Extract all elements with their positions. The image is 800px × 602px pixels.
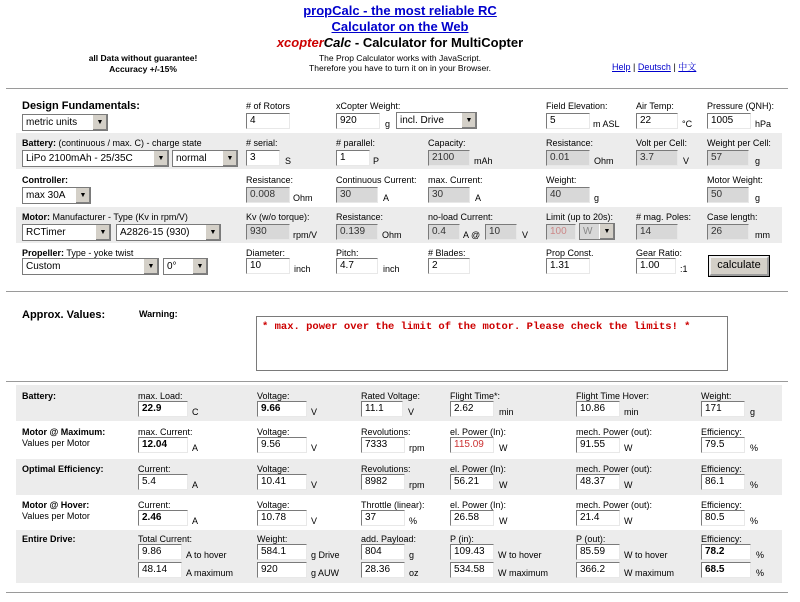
kv-unit: rpm/V (293, 230, 318, 240)
motor-weight-label: Motor Weight: (707, 175, 763, 185)
motor-max-eff-label: Efficiency: (701, 427, 742, 437)
propcalc-link-line2[interactable]: Calculator on the Web (331, 19, 469, 34)
motor-max-eff-unit: % (750, 443, 759, 453)
optimal-current-label: Current: (138, 464, 171, 474)
optimal-voltage-unit: V (311, 480, 318, 490)
optimal-pout-unit: W (624, 480, 633, 490)
controller-label: Controller: (22, 175, 68, 185)
noload-voltage-input[interactable]: 10 (485, 224, 517, 240)
battery-voltage-label: Voltage: (257, 391, 290, 401)
controller-weight-input[interactable]: 40 (546, 187, 590, 203)
rated-voltage-unit: V (408, 407, 415, 417)
elevation-input[interactable]: 5 (546, 113, 590, 129)
app-title (240, 35, 560, 50)
motor-max-current-value: 12.04 (138, 437, 188, 453)
motor-max-current-label: max. Current: (138, 427, 193, 437)
serial-label: # serial: (246, 138, 278, 148)
hover-pout-unit: W (624, 516, 633, 526)
blades-label: # Blades: (428, 248, 466, 258)
airtemp-label: Air Temp: (636, 101, 674, 111)
battery-weight-label: Weight: (701, 391, 732, 401)
yoke-twist-select[interactable]: 0° ▼ (163, 258, 208, 275)
volt-per-cell-input[interactable]: 3.7 (636, 150, 678, 166)
motor-max-eff-value: 79.5 (701, 437, 745, 453)
payload-oz-unit: oz (409, 568, 419, 578)
optimal-pout-label: mech. Power (out): (576, 464, 653, 474)
auw-weight-unit: g AUW (311, 568, 340, 578)
drive-pin-hover-unit: W to hover (498, 550, 542, 560)
language-links (612, 60, 696, 73)
js-notice (240, 53, 560, 73)
flight-time-unit: min (499, 407, 514, 417)
drive-eff-max-value: 68.5 (701, 562, 751, 578)
optimal-current-unit: A (192, 480, 199, 490)
drive-eff-hover-unit: % (756, 550, 765, 560)
weight-label: xCopter Weight: (336, 101, 401, 111)
motor-resistance-unit: Ohm (382, 230, 402, 240)
kv-label: Kv (w/o torque): (246, 212, 310, 222)
battery-type-select[interactable]: LiPo 2100mAh - 25/35C ▼ (22, 150, 169, 167)
diameter-input[interactable]: 10 (246, 258, 290, 274)
motor-max-sublabel: Values per Motor (22, 438, 90, 448)
continuous-current-input[interactable]: 30 (336, 187, 378, 203)
warning-textarea[interactable]: * max. power over the limit of the motor. Please check the limits! * (256, 316, 728, 371)
propeller-label: Propeller: Type - yoke twist (22, 248, 134, 258)
warning-label: Warning: (139, 309, 178, 319)
serial-input[interactable]: 3 (246, 150, 280, 166)
battery-resistance-unit: Ohm (594, 156, 614, 166)
case-length-unit: mm (755, 230, 770, 240)
parallel-label: # parallel: (336, 138, 376, 148)
serial-unit: S (285, 156, 292, 166)
controller-resistance-input[interactable]: 0.008 (246, 187, 290, 203)
chevron-down-icon: ▼ (153, 151, 168, 166)
optimal-rev-value: 8982 (361, 474, 405, 490)
elevation-label: Field Elevation: (546, 101, 608, 111)
hover-eff-value: 80.5 (701, 510, 745, 526)
auw-weight-value: 920 (257, 562, 307, 578)
max-current-unit: A (475, 193, 482, 203)
parallel-input[interactable]: 1 (336, 150, 370, 166)
chevron-down-icon: ▼ (599, 224, 614, 239)
drive-pin-max-unit: W maximum (498, 568, 548, 578)
gear-ratio-label: Gear Ratio: (636, 248, 683, 258)
battery-voltage-value: 9.66 (257, 401, 307, 417)
header-title-block (240, 3, 560, 73)
capacity-input[interactable]: 2100 (428, 150, 470, 166)
throttle-unit: % (409, 516, 418, 526)
help-link[interactable]: Help (612, 62, 631, 72)
motor-max-pin-unit: W (499, 443, 508, 453)
max-load-value: 22.9 (138, 401, 188, 417)
capacity-label: Capacity: (428, 138, 466, 148)
flight-time-hover-label: Flight Time Hover: (576, 391, 650, 401)
drive-pout-hover-unit: W to hover (624, 550, 668, 560)
chevron-down-icon: ▼ (461, 113, 476, 128)
max-load-unit: C (192, 407, 199, 417)
drive-pin-max-value: 534.58 (450, 562, 494, 578)
controller-select[interactable]: max 30A ▼ (22, 187, 91, 204)
pressure-input[interactable]: 1005 (707, 113, 751, 129)
divider (6, 291, 788, 292)
drive-weight-value: 584.1 (257, 544, 307, 560)
drive-pout-max-value: 366.2 (576, 562, 620, 578)
hover-current-label: Current: (138, 500, 171, 510)
battery-label: Battery: (continuous / max. C) - charge state (22, 138, 202, 148)
elevation-unit: m ASL (593, 119, 620, 129)
drive-weight-label: Weight: (257, 534, 288, 544)
hover-voltage-unit: V (311, 516, 318, 526)
airtemp-unit: °C (682, 119, 693, 129)
drive-eff-hover-value: 78.2 (701, 544, 751, 560)
rotors-label: # of Rotors (246, 101, 291, 111)
drive-pout-label: P (out): (576, 534, 606, 544)
payload-g-unit: g (409, 550, 415, 560)
drive-eff-label: Efficiency: (701, 534, 742, 544)
total-current-max-value: 48.14 (138, 562, 182, 578)
chevron-down-icon: ▼ (143, 259, 158, 274)
hover-current-unit: A (192, 516, 199, 526)
volt-per-cell-unit: V (683, 156, 690, 166)
hover-pout-value: 21.4 (576, 510, 620, 526)
limit-unit-select[interactable]: W ▼ (579, 223, 615, 240)
motor-max-pout-value: 91.55 (576, 437, 620, 453)
charge-state-select[interactable]: normal ▼ (172, 150, 238, 167)
volt-per-cell-label: Volt per Cell: (636, 138, 688, 148)
motor-max-rev-unit: rpm (409, 443, 425, 453)
js-notice-line2: Therefore you have to turn it on in your Browser. (309, 63, 491, 73)
prop-const-input[interactable]: 1.31 (546, 258, 590, 274)
throttle-label: Throttle (linear): (361, 500, 425, 510)
drive-label: Entire Drive: (22, 534, 76, 544)
chinese-link[interactable]: 中文 (678, 62, 697, 72)
disclaimer-line2: Accuracy +/-15% (109, 64, 177, 74)
motor-weight-input[interactable]: 50 (707, 187, 749, 203)
total-current-hover-value: 9.86 (138, 544, 182, 560)
continuous-current-label: Continuous Current: (336, 175, 417, 185)
drive-pout-max-unit: W maximum (624, 568, 674, 578)
divider (6, 88, 788, 89)
motor-resistance-label: Resistance: (336, 212, 384, 222)
drive-pin-label: P (in): (450, 534, 474, 544)
noload-label: no-load Current: (428, 212, 494, 222)
pressure-label: Pressure (QNH): (707, 101, 775, 111)
weight-per-cell-label: Weight per Cell: (707, 138, 771, 148)
gear-ratio-unit: :1 (680, 264, 688, 274)
units-select[interactable]: metric units ▼ (22, 114, 108, 131)
chevron-down-icon: ▼ (205, 225, 220, 240)
drive-pout-hover-value: 85.59 (576, 544, 620, 560)
hover-sublabel: Values per Motor (22, 511, 90, 521)
motor-label: Motor: Manufacturer - Type (Kv in rpm/V) (22, 212, 188, 222)
payload-g-value: 804 (361, 544, 405, 560)
drive-weight-unit: g Drive (311, 550, 340, 560)
controller-weight-unit: g (594, 193, 600, 203)
pitch-input[interactable]: 4.7 (336, 258, 378, 274)
hover-eff-unit: % (750, 516, 759, 526)
divider (6, 592, 788, 593)
chevron-down-icon: ▼ (222, 151, 237, 166)
motor-manufacturer-select[interactable]: RCTimer ▼ (22, 224, 111, 241)
app-subtitle: - Calculator for MultiCopter (351, 35, 524, 50)
pressure-unit: hPa (755, 119, 772, 129)
hover-eff-label: Efficiency: (701, 500, 742, 510)
motor-resistance-input[interactable]: 0.139 (336, 224, 378, 240)
max-current-input[interactable]: 30 (428, 187, 470, 203)
flight-time-hover-unit: min (624, 407, 639, 417)
noload-current-unit: A @ (463, 230, 481, 240)
optimal-voltage-label: Voltage: (257, 464, 290, 474)
flight-time-hover-value: 10.86 (576, 401, 620, 417)
controller-resistance-label: Resistance: (246, 175, 294, 185)
calculate-button[interactable]: calculate (709, 256, 769, 276)
divider (6, 381, 788, 382)
optimal-voltage-value: 10.41 (257, 474, 307, 490)
motor-max-pout-unit: W (624, 443, 633, 453)
result-battery-label: Battery: (22, 391, 57, 401)
chevron-down-icon: ▼ (92, 115, 107, 130)
optimal-pin-label: el. Power (In): (450, 464, 507, 474)
hover-current-value: 2.46 (138, 510, 188, 526)
hover-pout-label: mech. Power (out): (576, 500, 653, 510)
prop-const-label: Prop Const. (546, 248, 594, 258)
hover-pin-value: 26.58 (450, 510, 494, 526)
payload-oz-value: 28.36 (361, 562, 405, 578)
propeller-type-select[interactable]: Custom ▼ (22, 258, 159, 275)
optimal-current-value: 5.4 (138, 474, 188, 490)
total-current-label: Total Current: (138, 534, 193, 544)
flight-time-label: Flight Time*: (450, 391, 501, 401)
poles-input[interactable]: 14 (636, 224, 678, 240)
chevron-down-icon: ▼ (75, 188, 90, 203)
limit-label: Limit (up to 20s): (546, 212, 614, 222)
blades-input[interactable]: 2 (428, 258, 470, 274)
kv-input[interactable]: 930 (246, 224, 290, 240)
optimal-eff-unit: % (750, 480, 759, 490)
weight-per-cell-unit: g (755, 156, 761, 166)
propcalc-link[interactable]: propCalc - the most reliable RC (303, 3, 497, 18)
payload-label: add. Payload: (361, 534, 417, 544)
total-current-max-unit: A maximum (186, 568, 234, 578)
approx-title: Approx. Values: (22, 309, 106, 321)
motor-max-voltage-label: Voltage: (257, 427, 290, 437)
optimal-rev-unit: rpm (409, 480, 425, 490)
airtemp-input[interactable]: 22 (636, 113, 678, 129)
flight-time-value: 2.62 (450, 401, 494, 417)
chevron-down-icon: ▼ (192, 259, 207, 274)
capacity-unit: mAh (474, 156, 493, 166)
optimal-pin-value: 56.21 (450, 474, 494, 490)
motor-type-select[interactable]: A2826-15 (930) ▼ (116, 224, 221, 241)
controller-resistance-unit: Ohm (293, 193, 313, 203)
battery-weight-unit: g (750, 407, 756, 417)
hover-label: Motor @ Hover: (22, 500, 90, 510)
js-notice-line1: The Prop Calculator works with JavaScript. (318, 53, 482, 63)
chevron-down-icon: ▼ (95, 225, 110, 240)
link-separator: | (673, 62, 676, 72)
case-length-label: Case length: (707, 212, 758, 222)
motor-max-current-unit: A (192, 443, 199, 453)
drive-pin-hover-value: 109.43 (450, 544, 494, 560)
pitch-unit: inch (383, 264, 400, 274)
optimal-rev-label: Revolutions: (361, 464, 411, 474)
pitch-label: Pitch: (336, 248, 359, 258)
link-separator: | (633, 62, 636, 72)
hover-voltage-label: Voltage: (257, 500, 290, 510)
optimal-eff-label: Efficiency: (701, 464, 742, 474)
weight-per-cell-input[interactable]: 57 (707, 150, 749, 166)
throttle-value: 37 (361, 510, 405, 526)
diameter-label: Diameter: (246, 248, 286, 258)
motor-max-label: Motor @ Maximum: (22, 427, 106, 437)
deutsch-link[interactable]: Deutsch (637, 62, 671, 72)
weight-mode-select[interactable]: incl. Drive ▼ (396, 112, 477, 129)
case-length-input[interactable]: 26 (707, 224, 749, 240)
drive-eff-max-unit: % (756, 568, 765, 578)
hover-pin-label: el. Power (In): (450, 500, 507, 510)
poles-label: # mag. Poles: (636, 212, 692, 222)
app-name-calc: Calc (323, 35, 352, 50)
rated-voltage-value: 11.1 (361, 401, 403, 417)
battery-voltage-unit: V (311, 407, 318, 417)
max-current-label: max. Current: (428, 175, 483, 185)
rotors-input[interactable]: 4 (246, 113, 290, 129)
hover-voltage-value: 10.78 (257, 510, 307, 526)
motor-max-pout-label: mech. Power (out): (576, 427, 653, 437)
motor-weight-unit: g (755, 193, 761, 203)
noload-voltage-unit: V (522, 230, 529, 240)
motor-max-pin-value: 115.09 (450, 437, 494, 453)
optimal-pin-unit: W (499, 480, 508, 490)
weight-input[interactable]: 920 (336, 113, 380, 129)
battery-weight-value: 171 (701, 401, 745, 417)
diameter-unit: inch (294, 264, 311, 274)
motor-max-rev-label: Revolutions: (361, 427, 411, 437)
parallel-unit: P (373, 156, 380, 166)
total-current-hover-unit: A to hover (186, 550, 227, 560)
motor-max-voltage-unit: V (311, 443, 318, 453)
optimal-eff-value: 86.1 (701, 474, 745, 490)
controller-weight-label: Weight: (546, 175, 577, 185)
disclaimer (58, 53, 228, 75)
max-load-label: max. Load: (138, 391, 183, 401)
hover-pin-unit: W (499, 516, 508, 526)
noload-current-input[interactable]: 0.4 (428, 224, 460, 240)
optimal-pout-value: 48.37 (576, 474, 620, 490)
gear-ratio-input[interactable]: 1.00 (636, 258, 676, 274)
design-title: Design Fundamentals: (22, 100, 140, 112)
rated-voltage-label: Rated Voltage: (361, 391, 421, 401)
battery-resistance-label: Resistance: (546, 138, 594, 148)
motor-max-pin-label: el. Power (In): (450, 427, 507, 437)
motor-max-rev-value: 7333 (361, 437, 405, 453)
app-name-prefix: xcopter (276, 35, 324, 50)
motor-max-voltage-value: 9.56 (257, 437, 307, 453)
battery-resistance-input[interactable]: 0.01 (546, 150, 590, 166)
continuous-current-unit: A (383, 193, 390, 203)
limit-input[interactable]: 100 (546, 224, 576, 240)
optimal-label: Optimal Efficiency: (22, 464, 104, 474)
disclaimer-line1: all Data without guarantee! (88, 53, 198, 63)
weight-unit: g (385, 119, 391, 129)
